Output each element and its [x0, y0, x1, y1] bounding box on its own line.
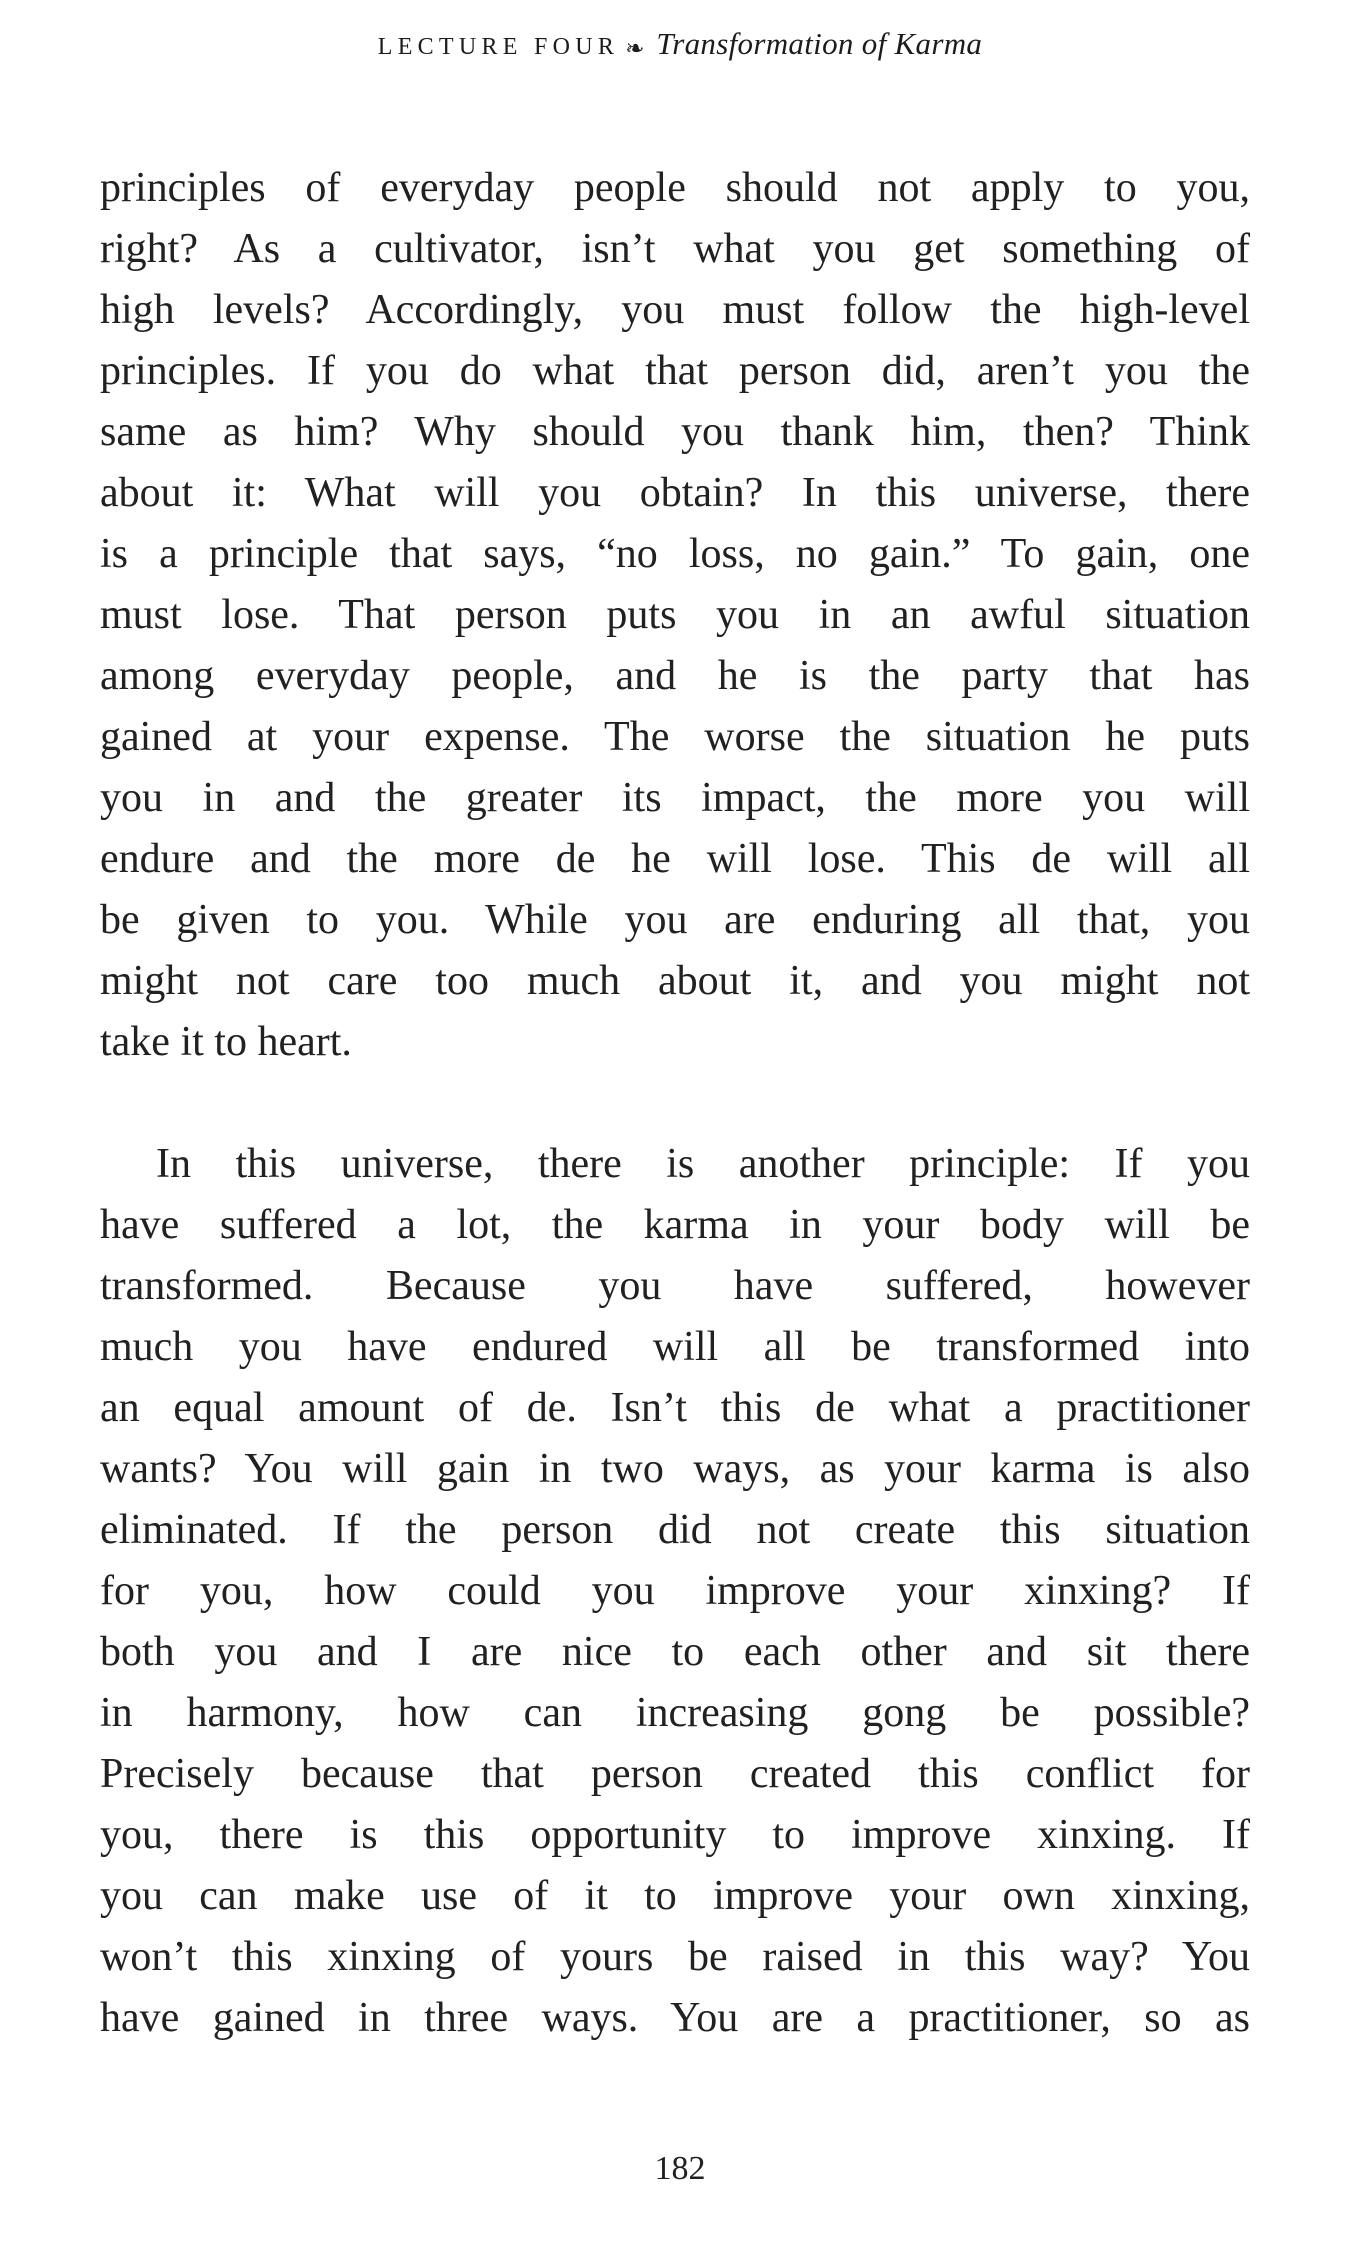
- text-line: must lose. That person puts you in an awful situation: [100, 592, 1250, 638]
- text-line: gained at your expense. The worse the situation he puts: [100, 714, 1250, 760]
- text-line: endure and the more de he will lose. This de will all: [100, 836, 1250, 882]
- text-line: in harmony, how can increasing gong be possible?: [100, 1690, 1250, 1736]
- running-header: [0, 0, 1360, 62]
- text-line: principles of everyday people should not apply to you,: [100, 165, 1250, 211]
- text-line: transformed. Because you have suffered, however: [100, 1263, 1250, 1309]
- text-line: principles. If you do what that person did, aren’t you the: [100, 348, 1250, 394]
- page-number: 182: [654, 2150, 706, 2187]
- text-line: take it to heart.: [100, 1019, 352, 1065]
- chapter-title: Transformation of Karma: [656, 26, 983, 61]
- text-line: you can make use of it to improve your own xinxing,: [100, 1873, 1250, 1919]
- text-line: In this universe, there is another principle: If you: [156, 1141, 1250, 1187]
- fleuron-ornament-icon: ❧: [625, 36, 645, 62]
- paragraph-1: [100, 158, 1250, 1073]
- text-line: is a principle that says, “no loss, no gain.” To gain, one: [100, 531, 1250, 577]
- text-line: might not care too much about it, and you might not: [100, 958, 1250, 1004]
- text-line: for you, how could you improve your xinxing? If: [100, 1568, 1250, 1614]
- lecture-label: LECTURE FOUR: [377, 34, 620, 60]
- body-text: [100, 158, 1250, 2049]
- text-line: won’t this xinxing of yours be raised in this way? You: [100, 1934, 1250, 1980]
- text-line: an equal amount of de. Isn’t this de what a practitioner: [100, 1385, 1250, 1431]
- text-line: about it: What will you obtain? In this universe, there: [100, 470, 1250, 516]
- text-line: be given to you. While you are enduring all that, you: [100, 897, 1250, 943]
- text-line: you, there is this opportunity to improve xinxing. If: [100, 1812, 1250, 1858]
- text-line: much you have endured will all be transformed into: [100, 1324, 1250, 1370]
- text-line: high levels? Accordingly, you must follow the high-level: [100, 287, 1250, 333]
- text-line: among everyday people, and he is the party that has: [100, 653, 1250, 699]
- paragraph-2: [100, 1134, 1250, 2049]
- text-line: same as him? Why should you thank him, then? Think: [100, 409, 1250, 455]
- text-line: have suffered a lot, the karma in your body will be: [100, 1202, 1250, 1248]
- text-line: eliminated. If the person did not create this situation: [100, 1507, 1250, 1553]
- text-line: Precisely because that person created this conflict for: [100, 1751, 1250, 1797]
- text-line: right? As a cultivator, isn’t what you get something of: [100, 226, 1250, 272]
- text-line: wants? You will gain in two ways, as your karma is also: [100, 1446, 1250, 1492]
- text-line: you in and the greater its impact, the more you will: [100, 775, 1250, 821]
- text-line: have gained in three ways. You are a practitioner, so as: [100, 1995, 1250, 2041]
- text-line: both you and I are nice to each other and sit there: [100, 1629, 1250, 1675]
